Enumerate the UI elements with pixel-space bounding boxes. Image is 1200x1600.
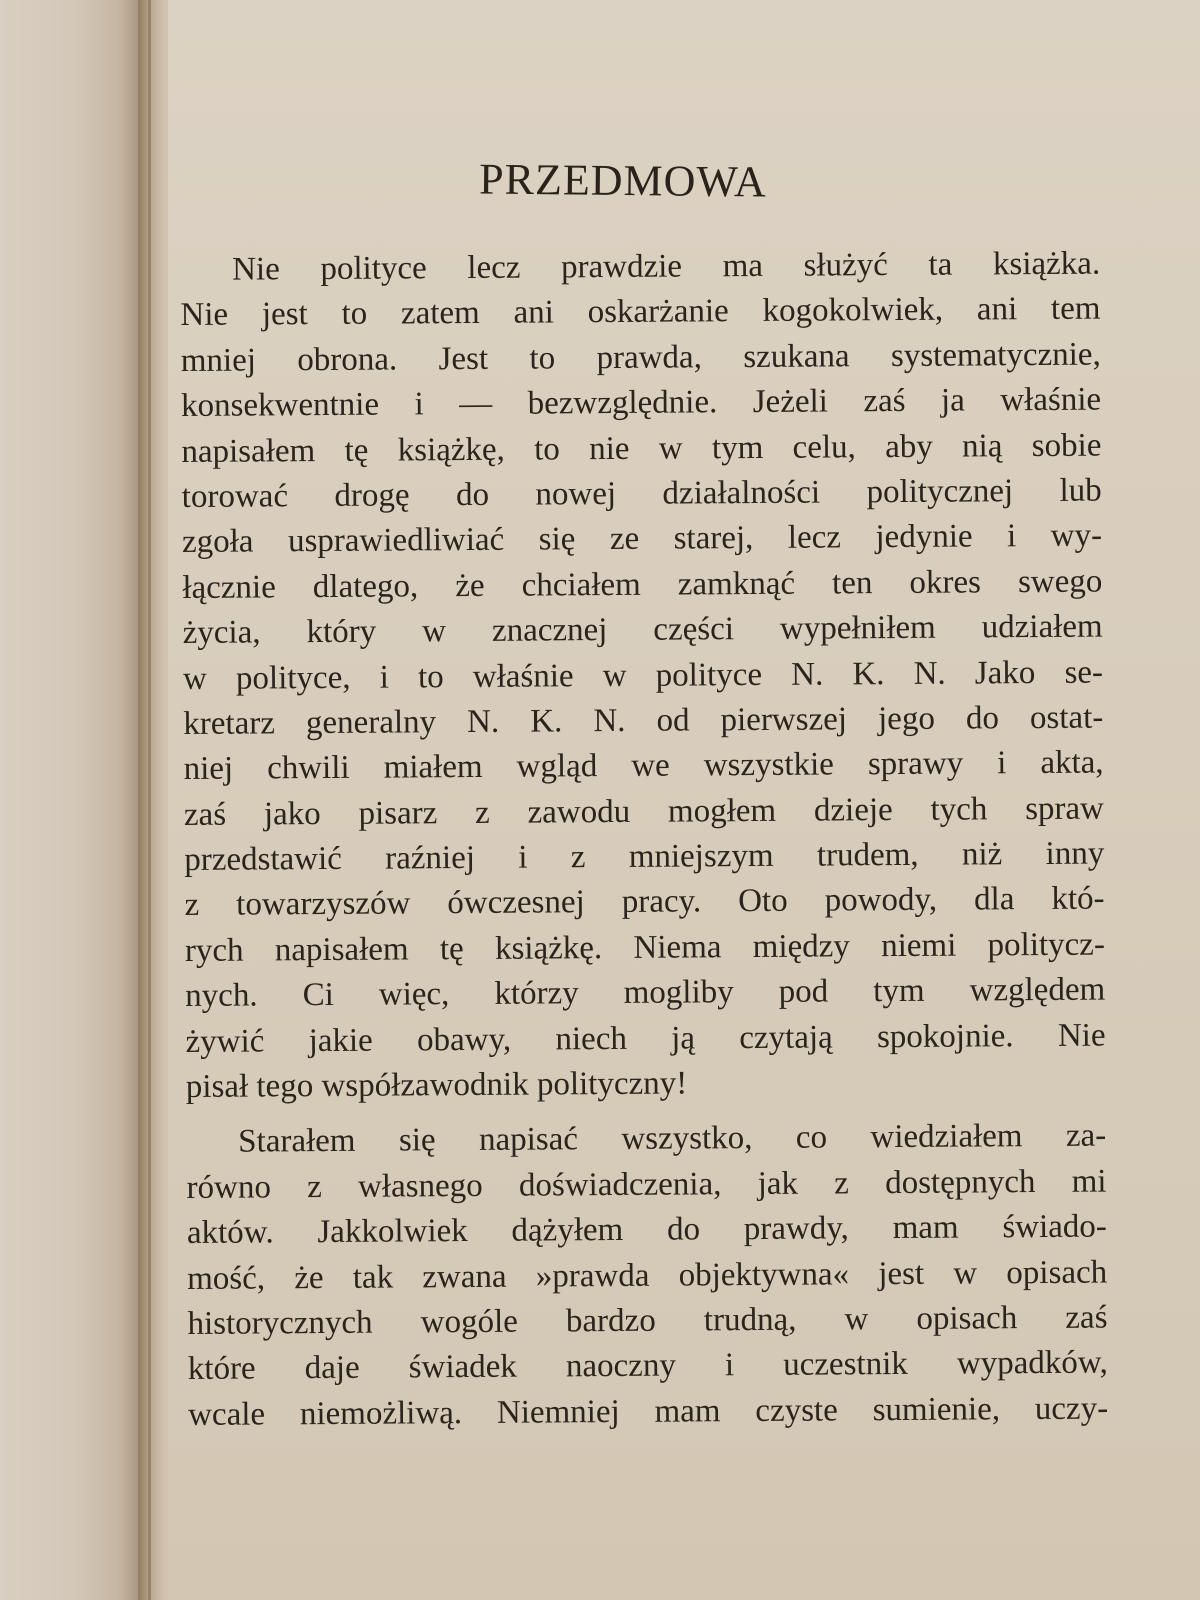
book-gutter [138, 0, 172, 1600]
text-line: Nie jest to zatem ani oskarżanie kogokolwiek, ani tem [180, 290, 1101, 334]
text-line: w polityce, i to właśnie w polityce N. K. N. Jako se- [182, 654, 1104, 697]
text-line: niej chwili miałem wgląd we wszystkie sprawy i akta, [183, 744, 1104, 788]
text-line: rych napisałem tę książkę. Niema między niemi politycz- [184, 926, 1106, 969]
text-line: Nie polityce lecz prawdzie ma służyć ta książka. [232, 245, 1101, 288]
page-text-block [180, 242, 1108, 1439]
text-line: mość, że tak zwana »prawda objektywna« jest w opisach [187, 1254, 1108, 1297]
text-line: konsekwentnie i — bezwzględnie. Jeżeli zaś ja właśnie [180, 381, 1102, 425]
text-line: przedstawić raźniej i z mniejszym trudem, niż inny [184, 835, 1105, 879]
text-line: z towarzyszów ówczesnej pracy. Oto powody, dla któ- [184, 881, 1105, 924]
text-line: zaś jako pisarz z zawodu mogłem dzieje tych spraw [183, 790, 1105, 833]
left-page-margin [0, 0, 140, 1600]
gutter-fold-line [148, 0, 151, 1600]
paragraph-1 [180, 242, 1106, 1111]
text-line: nych. Ci więc, którzy mogliby pod tym względem [185, 971, 1106, 1015]
text-line: zgoła usprawiedliwiać się ze starej, lecz jedynie i wy- [181, 517, 1103, 561]
text-line: napisałem tę książkę, to nie w tym celu, aby nią sobie [181, 427, 1102, 470]
text-line: łącznie dlatego, że chciałem zamknąć ten okres swego [182, 563, 1103, 606]
text-line: życia, który w znacznej części wypełniłem udziałem [182, 608, 1103, 652]
text-line: wcale niemożliwą. Niemniej mam czyste sumienie, uczy- [188, 1390, 1109, 1433]
page-title: PRZEDMOWA [478, 154, 768, 207]
text-line: torować drogę do nowej działalności politycznej lub [181, 472, 1102, 515]
text-line: Starałem się napisać wszystko, co wiedziałem za- [238, 1117, 1107, 1161]
text-line: żywić jakie obawy, niech ją czytają spokojnie. Nie [185, 1017, 1106, 1060]
text-line: kretarz generalny N. K. N. od pierwszej jego do ostat- [183, 699, 1104, 742]
text-line: pisał tego współzawodnik polityczny! [185, 1065, 688, 1106]
paragraph-2 [186, 1114, 1108, 1438]
text-line: równo z własnego doświadczenia, jak z dostępnych mi [186, 1163, 1107, 1206]
text-line: aktów. Jakkolwiek dążyłem do prawdy, mam świado- [186, 1208, 1107, 1252]
text-line: które daje świadek naoczny i uczestnik wypadków, [187, 1344, 1108, 1388]
text-line: historycznych wogóle bardzo trudną, w opisach zaś [187, 1299, 1108, 1342]
text-line: mniej obrona. Jest to prawda, szukana systematycznie, [180, 336, 1101, 379]
